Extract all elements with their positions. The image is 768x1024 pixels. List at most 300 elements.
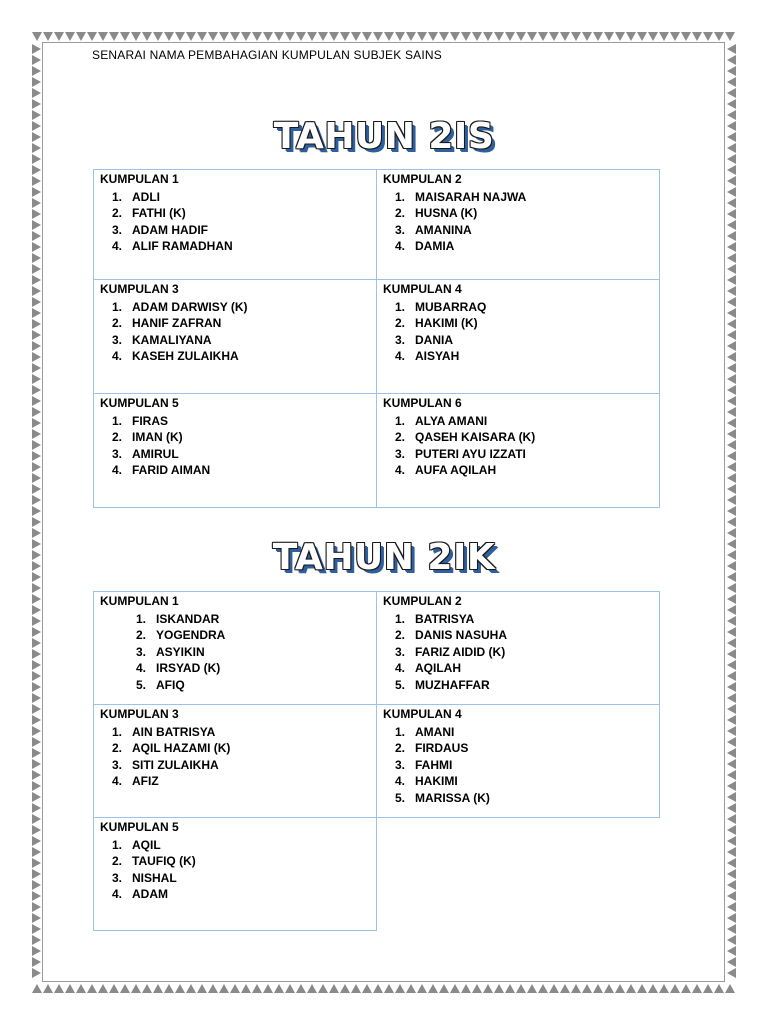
border-triangle [516, 32, 526, 41]
border-triangle [219, 984, 229, 993]
border-triangle [285, 984, 295, 993]
member-item [383, 644, 653, 660]
member-item [100, 837, 370, 853]
border-triangle [727, 176, 736, 186]
member-item [100, 740, 370, 756]
member-number: 4. [111, 239, 122, 254]
member-number: 1. [394, 414, 405, 428]
border-triangle [472, 984, 482, 993]
border-triangle [32, 407, 41, 417]
border-triangle [727, 209, 736, 219]
border-triangle [725, 984, 735, 993]
border-triangle [727, 275, 736, 285]
border-triangle [32, 638, 41, 648]
member-item [100, 757, 370, 773]
member-list [100, 611, 370, 693]
border-triangle [727, 484, 736, 494]
border-triangle [727, 187, 736, 197]
member-item [100, 205, 370, 221]
member-name: AMANI [415, 725, 455, 739]
member-item [100, 462, 370, 478]
section-title-2ik: TAHUN 2IK [272, 537, 496, 578]
border-triangle [32, 286, 41, 296]
border-triangle [32, 792, 41, 802]
member-name: IMAN (K) [132, 430, 183, 445]
border-triangle [131, 984, 141, 993]
member-number: 5. [394, 790, 405, 805]
border-triangle [32, 913, 41, 923]
border-triangle [175, 32, 185, 41]
border-triangle [727, 220, 736, 230]
member-item [124, 644, 370, 660]
member-number: 2. [394, 206, 405, 221]
border-triangle [32, 759, 41, 769]
border-triangle [32, 781, 41, 791]
member-name: DANIS NASUHA [415, 628, 508, 643]
border-triangle [727, 506, 736, 516]
member-item [100, 238, 370, 254]
member-item [100, 299, 370, 315]
decorative-border-right [727, 44, 736, 979]
member-name: FATHI (K) [132, 206, 186, 221]
border-triangle [527, 32, 537, 41]
member-number: 3. [394, 332, 405, 347]
border-triangle [32, 220, 41, 230]
member-item [100, 332, 370, 348]
border-triangle [186, 32, 196, 41]
border-triangle [428, 32, 438, 41]
border-triangle [727, 297, 736, 307]
member-list [100, 413, 370, 479]
border-triangle [32, 715, 41, 725]
border-triangle [98, 32, 108, 41]
border-triangle [32, 352, 41, 362]
border-triangle [329, 984, 339, 993]
border-triangle [87, 984, 97, 993]
border-triangle [32, 946, 41, 956]
border-triangle [727, 627, 736, 637]
member-item [383, 189, 653, 205]
border-triangle [593, 32, 603, 41]
border-triangle [32, 495, 41, 505]
border-triangle [538, 32, 548, 41]
member-list [383, 611, 653, 693]
member-item [383, 627, 653, 643]
border-triangle [727, 913, 736, 923]
member-number: 3. [111, 870, 122, 885]
border-triangle [703, 32, 713, 41]
member-name: KAMALIYANA [132, 332, 212, 347]
border-triangle [406, 32, 416, 41]
member-item [100, 429, 370, 445]
border-triangle [727, 803, 736, 813]
border-triangle [727, 946, 736, 956]
border-triangle [340, 32, 350, 41]
border-triangle [516, 984, 526, 993]
border-triangle [32, 374, 41, 384]
border-triangle [450, 984, 460, 993]
member-number: 4. [111, 774, 122, 789]
member-name: ADLI [132, 190, 160, 204]
border-triangle [395, 32, 405, 41]
border-triangle [32, 726, 41, 736]
border-triangle [727, 451, 736, 461]
border-triangle [571, 984, 581, 993]
border-triangle [208, 984, 218, 993]
border-triangle [252, 32, 262, 41]
member-name: HUSNA (K) [415, 206, 478, 221]
border-triangle [32, 891, 41, 901]
border-triangle [681, 32, 691, 41]
border-triangle [571, 32, 581, 41]
border-triangle [727, 198, 736, 208]
member-item [383, 315, 653, 331]
member-name: MUZHAFFAR [415, 677, 490, 692]
border-triangle [582, 32, 592, 41]
border-triangle [727, 264, 736, 274]
border-triangle [406, 984, 416, 993]
border-triangle [659, 984, 669, 993]
border-triangle [727, 660, 736, 670]
border-triangle [727, 814, 736, 824]
member-number: 2. [394, 316, 405, 331]
border-triangle [395, 984, 405, 993]
member-number: 1. [111, 725, 122, 739]
member-number: 2. [111, 741, 122, 756]
border-triangle [549, 984, 559, 993]
decorative-border-top [32, 32, 736, 41]
member-name: ALYA AMANI [415, 414, 488, 428]
border-triangle [727, 715, 736, 725]
member-item [100, 886, 370, 902]
border-triangle [727, 396, 736, 406]
border-triangle [351, 32, 361, 41]
member-name: ALIF RAMADHAN [132, 239, 233, 254]
border-triangle [32, 32, 42, 41]
border-triangle [32, 429, 41, 439]
border-triangle [32, 66, 41, 76]
border-triangle [727, 935, 736, 945]
border-triangle [175, 984, 185, 993]
member-list [100, 837, 370, 903]
member-name: PUTERI AYU IZZATI [415, 446, 526, 461]
border-triangle [727, 308, 736, 318]
member-name: IRSYAD (K) [156, 661, 221, 676]
member-name: ADAM HADIF [132, 222, 208, 237]
member-number: 2. [111, 854, 122, 869]
border-triangle [32, 308, 41, 318]
member-list [383, 299, 653, 365]
border-triangle [727, 242, 736, 252]
border-triangle [32, 649, 41, 659]
member-name: HAKIMI [415, 774, 458, 789]
border-triangle [32, 231, 41, 241]
border-triangle [727, 231, 736, 241]
member-name: KASEH ZULAIKHA [132, 349, 239, 364]
border-triangle [714, 984, 724, 993]
border-triangle [307, 32, 317, 41]
member-name: YOGENDRA [156, 628, 226, 643]
border-triangle [109, 984, 119, 993]
member-item [100, 413, 370, 429]
member-number: 3. [111, 332, 122, 347]
border-triangle [727, 66, 736, 76]
group-cell [377, 705, 660, 818]
border-triangle [727, 858, 736, 868]
border-triangle [727, 891, 736, 901]
border-triangle [32, 209, 41, 219]
member-number: 1. [394, 300, 405, 314]
member-number: 2. [394, 430, 405, 445]
member-item [383, 611, 653, 627]
member-name: AQIL [132, 838, 161, 852]
border-triangle [714, 32, 724, 41]
member-number: 4. [135, 661, 146, 676]
border-triangle [384, 32, 394, 41]
border-triangle [32, 418, 41, 428]
member-number: 3. [394, 222, 405, 237]
border-triangle [727, 968, 736, 978]
border-triangle [727, 770, 736, 780]
border-triangle [241, 984, 251, 993]
member-number: 2. [111, 430, 122, 445]
member-item [383, 238, 653, 254]
border-triangle [727, 462, 736, 472]
border-triangle [725, 32, 735, 41]
border-triangle [604, 32, 614, 41]
border-triangle [703, 984, 713, 993]
member-number: 1. [135, 612, 146, 626]
group-label: KUMPULAN 5 [100, 396, 179, 410]
border-triangle [727, 737, 736, 747]
group-cell [94, 705, 377, 818]
group-cell [94, 394, 377, 508]
border-triangle [296, 984, 306, 993]
border-triangle [32, 187, 41, 197]
border-triangle [727, 330, 736, 340]
member-number: 1. [111, 414, 122, 428]
group-cell [94, 280, 377, 394]
border-triangle [32, 693, 41, 703]
border-triangle [307, 984, 317, 993]
member-number: 1. [111, 190, 122, 204]
member-name: AFIZ [132, 774, 159, 789]
border-triangle [727, 880, 736, 890]
group-label: KUMPULAN 6 [383, 396, 462, 410]
member-name: FIRAS [132, 414, 168, 428]
border-triangle [32, 396, 41, 406]
border-triangle [252, 984, 262, 993]
border-triangle [32, 880, 41, 890]
border-triangle [32, 616, 41, 626]
border-triangle [65, 984, 75, 993]
member-name: FIRDAUS [415, 741, 469, 756]
border-triangle [727, 418, 736, 428]
group-label: KUMPULAN 1 [100, 594, 179, 608]
border-triangle [727, 352, 736, 362]
border-triangle [32, 253, 41, 263]
border-triangle [54, 984, 64, 993]
member-name: HAKIMI (K) [415, 316, 478, 331]
border-triangle [32, 451, 41, 461]
border-triangle [32, 847, 41, 857]
border-triangle [32, 583, 41, 593]
empty-cell [377, 818, 660, 931]
group-label: KUMPULAN 4 [383, 707, 462, 721]
border-triangle [428, 984, 438, 993]
member-item [124, 660, 370, 676]
border-triangle [32, 836, 41, 846]
member-number: 4. [111, 463, 122, 478]
member-name: AFIQ [156, 677, 185, 692]
border-triangle [32, 275, 41, 285]
border-triangle [32, 77, 41, 87]
member-name: FARID AIMAN [132, 463, 211, 478]
member-item [383, 724, 653, 740]
member-list [383, 189, 653, 255]
border-triangle [32, 737, 41, 747]
border-triangle [164, 984, 174, 993]
border-triangle [727, 407, 736, 417]
member-name: TAUFIQ (K) [132, 854, 196, 869]
member-item [383, 677, 653, 693]
member-item [124, 611, 370, 627]
document-heading: SENARAI NAMA PEMBAHAGIAN KUMPULAN SUBJEK SAINS [92, 48, 442, 62]
member-name: MAISARAH NAJWA [415, 190, 527, 204]
border-triangle [241, 32, 251, 41]
member-name: DANIA [415, 332, 453, 347]
border-triangle [32, 330, 41, 340]
border-triangle [727, 77, 736, 87]
border-triangle [670, 32, 680, 41]
border-triangle [727, 957, 736, 967]
border-triangle [637, 984, 647, 993]
member-number: 2. [111, 206, 122, 221]
group-cell [94, 170, 377, 280]
border-triangle [450, 32, 460, 41]
member-item [383, 757, 653, 773]
border-triangle [32, 176, 41, 186]
border-triangle [351, 984, 361, 993]
border-triangle [87, 32, 97, 41]
group-table-2is [93, 169, 660, 508]
member-item [383, 429, 653, 445]
border-triangle [538, 984, 548, 993]
member-item [383, 446, 653, 462]
border-triangle [727, 429, 736, 439]
member-name: ISKANDAR [156, 612, 220, 626]
border-triangle [494, 984, 504, 993]
border-triangle [32, 88, 41, 98]
border-triangle [329, 32, 339, 41]
border-triangle [32, 44, 41, 54]
member-item [100, 870, 370, 886]
member-item [383, 773, 653, 789]
border-triangle [692, 32, 702, 41]
border-triangle [727, 341, 736, 351]
group-cell [377, 592, 660, 705]
border-triangle [727, 704, 736, 714]
border-triangle [582, 984, 592, 993]
member-number: 3. [111, 222, 122, 237]
border-triangle [727, 55, 736, 65]
border-triangle [32, 341, 41, 351]
member-item [383, 205, 653, 221]
member-number: 1. [111, 838, 122, 852]
border-triangle [727, 286, 736, 296]
border-triangle [727, 671, 736, 681]
border-triangle [727, 165, 736, 175]
border-triangle [560, 32, 570, 41]
member-name: HANIF ZAFRAN [132, 316, 222, 331]
border-triangle [32, 682, 41, 692]
border-triangle [32, 363, 41, 373]
border-triangle [549, 32, 559, 41]
member-name: QASEH KAISARA (K) [415, 430, 536, 445]
border-triangle [727, 253, 736, 263]
border-triangle [727, 44, 736, 54]
member-item [383, 790, 653, 806]
border-triangle [727, 583, 736, 593]
border-triangle [727, 748, 736, 758]
border-triangle [32, 242, 41, 252]
border-triangle [164, 32, 174, 41]
border-triangle [340, 984, 350, 993]
member-item [100, 853, 370, 869]
border-triangle [692, 984, 702, 993]
group-cell [94, 592, 377, 705]
border-triangle [263, 984, 273, 993]
member-list [100, 299, 370, 365]
border-triangle [274, 984, 284, 993]
member-item [124, 627, 370, 643]
border-triangle [32, 594, 41, 604]
group-cell [377, 280, 660, 394]
border-triangle [384, 984, 394, 993]
border-triangle [32, 902, 41, 912]
member-item [100, 315, 370, 331]
border-triangle [637, 32, 647, 41]
border-triangle [483, 984, 493, 993]
group-label: KUMPULAN 2 [383, 172, 462, 186]
member-number: 2. [394, 628, 405, 643]
member-number: 5. [135, 677, 146, 692]
border-triangle [219, 32, 229, 41]
border-triangle [727, 88, 736, 98]
decorative-border-bottom [32, 984, 736, 993]
member-number: 3. [394, 757, 405, 772]
section-title-2is: TAHUN 2IS [273, 116, 495, 157]
border-triangle [186, 984, 196, 993]
border-triangle [439, 984, 449, 993]
member-item [383, 348, 653, 364]
border-triangle [681, 984, 691, 993]
border-triangle [626, 32, 636, 41]
border-triangle [727, 924, 736, 934]
border-triangle [32, 440, 41, 450]
group-cell [94, 818, 377, 931]
group-cell [377, 394, 660, 508]
border-triangle [32, 935, 41, 945]
border-triangle [76, 32, 86, 41]
border-triangle [362, 984, 372, 993]
border-triangle [230, 32, 240, 41]
member-list [383, 413, 653, 479]
member-item [383, 332, 653, 348]
group-label: KUMPULAN 3 [100, 707, 179, 721]
member-number: 3. [394, 446, 405, 461]
border-triangle [727, 781, 736, 791]
